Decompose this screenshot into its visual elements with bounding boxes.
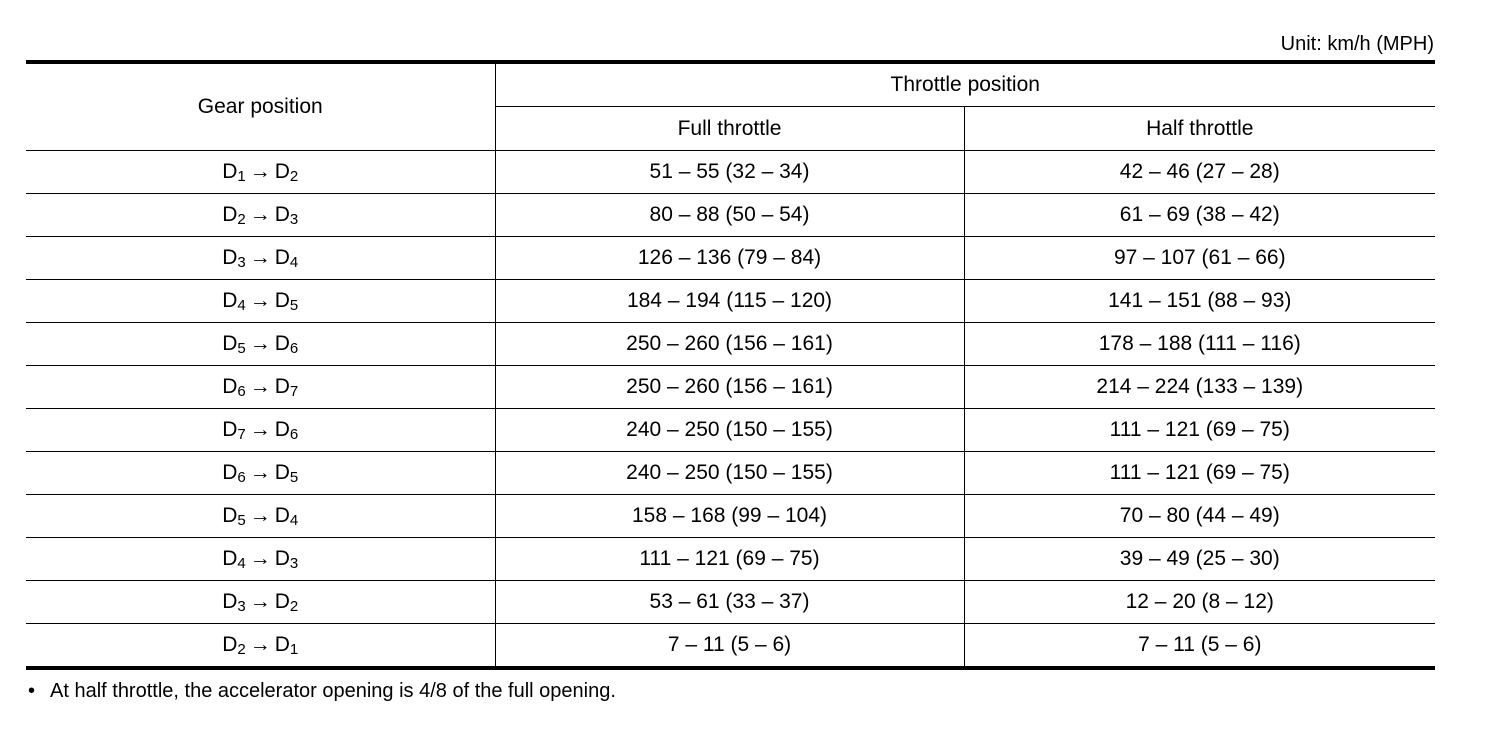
arrow-right-icon: → xyxy=(249,504,271,527)
gear-shift-cell xyxy=(26,495,495,538)
arrow-right-icon: → xyxy=(249,160,271,183)
from-gear-number: 4 xyxy=(237,555,246,572)
table-row xyxy=(26,452,1435,495)
half-throttle-header: Half throttle xyxy=(964,107,1435,151)
from-gear: D xyxy=(222,418,238,441)
arrow-right-icon: → xyxy=(249,203,271,226)
to-gear-number: 7 xyxy=(289,383,299,400)
table-row xyxy=(26,366,1435,409)
table-header-row xyxy=(26,62,1435,107)
from-gear-number: 2 xyxy=(237,641,246,658)
arrow-right-icon: → xyxy=(249,418,271,441)
arrow-right-icon: → xyxy=(249,246,271,269)
full-throttle-cell: 126 – 136 (79 – 84) xyxy=(495,237,964,280)
shift-schedule-table xyxy=(26,60,1435,670)
table-row xyxy=(26,323,1435,366)
half-throttle-cell: 7 – 11 (5 – 6) xyxy=(964,624,1435,669)
to-gear-number: 5 xyxy=(289,297,299,314)
to-gear: D xyxy=(274,160,290,183)
half-throttle-cell: 61 – 69 (38 – 42) xyxy=(964,194,1435,237)
to-gear: D xyxy=(274,289,290,312)
from-gear: D xyxy=(222,504,238,527)
full-throttle-cell: 7 – 11 (5 – 6) xyxy=(495,624,964,669)
arrow-right-icon: → xyxy=(249,547,271,570)
half-throttle-cell: 39 – 49 (25 – 30) xyxy=(964,538,1435,581)
from-gear-number: 3 xyxy=(237,254,246,271)
from-gear-number: 2 xyxy=(237,211,246,228)
table-row xyxy=(26,538,1435,581)
to-gear: D xyxy=(274,203,290,226)
half-throttle-cell: 111 – 121 (69 – 75) xyxy=(964,452,1435,495)
full-throttle-cell: 80 – 88 (50 – 54) xyxy=(495,194,964,237)
table-row xyxy=(26,409,1435,452)
unit-label: Unit: km/h (MPH) xyxy=(1280,33,1434,55)
from-gear: D xyxy=(222,547,238,570)
to-gear: D xyxy=(274,461,290,484)
from-gear-number: 5 xyxy=(237,512,246,529)
to-gear: D xyxy=(274,375,290,398)
full-throttle-cell: 53 – 61 (33 – 37) xyxy=(495,581,964,624)
from-gear-number: 1 xyxy=(237,168,246,185)
bullet-icon: • xyxy=(28,680,36,702)
table-row xyxy=(26,151,1435,194)
gear-shift-cell xyxy=(26,323,495,366)
from-gear-number: 7 xyxy=(237,426,246,443)
to-gear: D xyxy=(274,504,290,527)
from-gear-number: 4 xyxy=(237,297,246,314)
table-row xyxy=(26,194,1435,237)
to-gear-number: 5 xyxy=(289,469,299,486)
half-throttle-cell: 97 – 107 (61 – 66) xyxy=(964,237,1435,280)
from-gear: D xyxy=(222,246,238,269)
full-throttle-cell: 51 – 55 (32 – 34) xyxy=(495,151,964,194)
arrow-right-icon: → xyxy=(249,633,271,656)
half-throttle-cell: 214 – 224 (133 – 139) xyxy=(964,366,1435,409)
from-gear: D xyxy=(222,461,238,484)
from-gear: D xyxy=(222,332,238,355)
gear-shift-cell xyxy=(26,452,495,495)
full-throttle-cell: 158 – 168 (99 – 104) xyxy=(495,495,964,538)
gear-shift-cell xyxy=(26,409,495,452)
gear-shift-cell xyxy=(26,194,495,237)
table-row xyxy=(26,237,1435,280)
to-gear: D xyxy=(274,332,290,355)
to-gear-number: 2 xyxy=(289,168,299,185)
half-throttle-cell: 141 – 151 (88 – 93) xyxy=(964,280,1435,323)
full-throttle-cell: 240 – 250 (150 – 155) xyxy=(495,452,964,495)
arrow-right-icon: → xyxy=(249,461,271,484)
to-gear-number: 3 xyxy=(289,211,299,228)
arrow-right-icon: → xyxy=(249,289,271,312)
to-gear-number: 6 xyxy=(289,426,299,443)
to-gear-number: 4 xyxy=(289,254,299,271)
gear-shift-cell xyxy=(26,151,495,194)
half-throttle-cell: 70 – 80 (44 – 49) xyxy=(964,495,1435,538)
to-gear: D xyxy=(274,547,290,570)
gear-shift-cell xyxy=(26,581,495,624)
table-row xyxy=(26,624,1435,669)
to-gear-number: 6 xyxy=(289,340,299,357)
to-gear: D xyxy=(274,590,290,613)
full-throttle-header: Full throttle xyxy=(495,107,964,151)
half-throttle-cell: 111 – 121 (69 – 75) xyxy=(964,409,1435,452)
to-gear-number: 2 xyxy=(289,598,299,615)
from-gear-number: 5 xyxy=(237,340,246,357)
to-gear: D xyxy=(274,246,290,269)
from-gear-number: 6 xyxy=(237,383,246,400)
from-gear: D xyxy=(222,203,238,226)
gear-shift-cell xyxy=(26,538,495,581)
to-gear-number: 1 xyxy=(289,641,299,658)
to-gear-number: 3 xyxy=(289,555,299,572)
table-row xyxy=(26,581,1435,624)
arrow-right-icon: → xyxy=(249,332,271,355)
gear-shift-cell xyxy=(26,280,495,323)
from-gear-number: 6 xyxy=(237,469,246,486)
to-gear: D xyxy=(274,418,290,441)
table-row xyxy=(26,280,1435,323)
to-gear-number: 4 xyxy=(289,512,299,529)
gear-position-header: Gear position xyxy=(26,62,495,151)
arrow-right-icon: → xyxy=(249,590,271,613)
from-gear: D xyxy=(222,289,238,312)
gear-shift-cell xyxy=(26,366,495,409)
half-throttle-cell: 178 – 188 (111 – 116) xyxy=(964,323,1435,366)
gear-shift-cell xyxy=(26,624,495,669)
to-gear: D xyxy=(274,633,290,656)
half-throttle-cell: 42 – 46 (27 – 28) xyxy=(964,151,1435,194)
from-gear: D xyxy=(222,375,238,398)
full-throttle-cell: 240 – 250 (150 – 155) xyxy=(495,409,964,452)
half-throttle-cell: 12 – 20 (8 – 12) xyxy=(964,581,1435,624)
from-gear: D xyxy=(222,160,238,183)
from-gear: D xyxy=(222,590,238,613)
footnote xyxy=(28,678,616,704)
table-row xyxy=(26,495,1435,538)
gear-shift-cell xyxy=(26,237,495,280)
from-gear: D xyxy=(222,633,238,656)
full-throttle-cell: 184 – 194 (115 – 120) xyxy=(495,280,964,323)
full-throttle-cell: 111 – 121 (69 – 75) xyxy=(495,538,964,581)
full-throttle-cell: 250 – 260 (156 – 161) xyxy=(495,366,964,409)
footnote-text: At half throttle, the accelerator opening is 4/8 of the full opening. xyxy=(50,680,616,702)
from-gear-number: 3 xyxy=(237,598,246,615)
full-throttle-cell: 250 – 260 (156 – 161) xyxy=(495,323,964,366)
arrow-right-icon: → xyxy=(249,375,271,398)
throttle-position-header: Throttle position xyxy=(495,62,1435,107)
